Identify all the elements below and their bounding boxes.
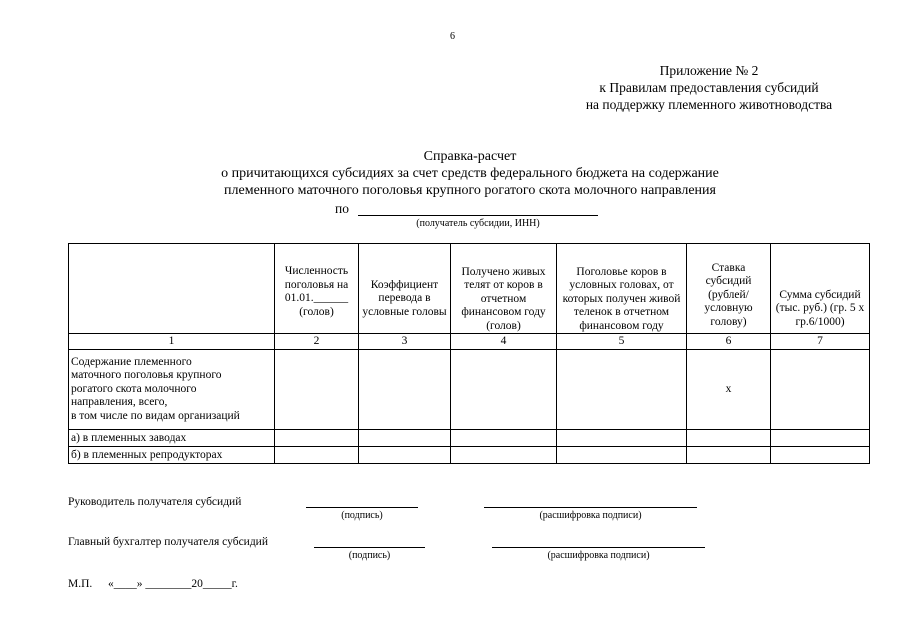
title-line-1: Справка-расчет [423, 149, 517, 164]
accountant-signature-label: Главный бухгалтер получателя субсидий [68, 536, 268, 548]
header-cell-2: Численность поголовья на 01.01.______ (голов) [275, 244, 359, 334]
head-decode-caption: (расшифровка подписи) [539, 510, 642, 521]
appendix-line-2: к Правилам предоставления субсидий [599, 80, 819, 95]
table-cell[interactable] [557, 430, 687, 447]
column-number: 6 [687, 334, 771, 350]
column-number: 5 [557, 334, 687, 350]
header-cell-5: Поголовье коров в условных головах, от которых получен живой теленок в отчетном финансовом году [557, 244, 687, 334]
head-signature-field[interactable] [306, 507, 418, 508]
column-number: 1 [69, 334, 275, 350]
table-cell[interactable] [771, 350, 870, 430]
table-cell[interactable] [275, 430, 359, 447]
appendix-line-1: Приложение № 2 [659, 63, 759, 78]
table-row [69, 350, 870, 430]
header-cell-7: Сумма субсидий (тыс. руб.) (гр. 5 х гр.6/1000) [771, 244, 870, 334]
column-number-row [69, 334, 870, 350]
table-cell[interactable] [275, 447, 359, 464]
table-cell[interactable] [451, 447, 557, 464]
stamp-placeholder: М.П. [68, 578, 93, 590]
document-title [150, 148, 790, 199]
table-cell[interactable] [557, 350, 687, 430]
header-cell-6: Ставка субсидий (рублей/ условную голову) [687, 244, 771, 334]
rate-cell: х [687, 350, 771, 430]
date-field[interactable]: «____» ________20_____г. [108, 578, 238, 590]
table-cell[interactable] [451, 350, 557, 430]
head-signature-caption: (подпись) [341, 510, 383, 521]
page-number: 6 [450, 31, 455, 42]
row-label-line: в том числе по видам организаций [71, 409, 240, 422]
recipient-caption: (получатель субсидии, ИНН) [416, 218, 540, 229]
column-number: 4 [451, 334, 557, 350]
head-decode-field[interactable] [484, 507, 697, 508]
row-label-line: рогатого скота молочного [71, 382, 197, 395]
table-cell[interactable] [771, 447, 870, 464]
row-label-breeding-reproducers: б) в племенных репродукторах [69, 447, 275, 464]
header-cell-3: Коэффициент перевода в условные головы [359, 244, 451, 334]
table-cell[interactable] [359, 430, 451, 447]
row-label-total [69, 350, 275, 430]
recipient-field[interactable] [358, 215, 598, 216]
table-cell[interactable] [359, 447, 451, 464]
table-row [69, 447, 870, 464]
title-line-2: о причитающихся субсидиях за счет средств федерального бюджета на содержание [221, 166, 719, 181]
head-signature-label: Руководитель получателя субсидий [68, 496, 242, 508]
table-cell[interactable] [557, 447, 687, 464]
table-cell[interactable] [451, 430, 557, 447]
table-header-row [69, 244, 870, 334]
table-cell[interactable] [359, 350, 451, 430]
table-cell[interactable] [687, 430, 771, 447]
column-number: 2 [275, 334, 359, 350]
header-cell-1 [69, 244, 275, 334]
row-label-line: Содержание племенного [71, 355, 192, 368]
table-cell[interactable] [275, 350, 359, 430]
row-label-line: маточного поголовья крупного [71, 369, 222, 382]
accountant-signature-field[interactable] [314, 547, 425, 548]
title-line-3: племенного маточного поголовья крупного рогатого скота молочного направления [224, 183, 716, 198]
recipient-prefix: по [335, 201, 349, 216]
appendix-header [559, 62, 859, 113]
column-number: 3 [359, 334, 451, 350]
accountant-decode-caption: (расшифровка подписи) [547, 550, 650, 561]
accountant-signature-caption: (подпись) [348, 550, 391, 561]
row-label-line: направления, всего, [71, 396, 168, 409]
row-label-breeding-plants: а) в племенных заводах [69, 430, 275, 447]
accountant-decode-field[interactable] [492, 547, 705, 548]
subsidy-table [68, 243, 870, 464]
header-cell-4: Получено живых телят от коров в отчетном финансовом году (голов) [451, 244, 557, 334]
appendix-line-3: на поддержку племенного животноводства [585, 97, 833, 112]
table-cell[interactable] [771, 430, 870, 447]
table-row [69, 430, 870, 447]
column-number: 7 [771, 334, 870, 350]
table-cell[interactable] [687, 447, 771, 464]
